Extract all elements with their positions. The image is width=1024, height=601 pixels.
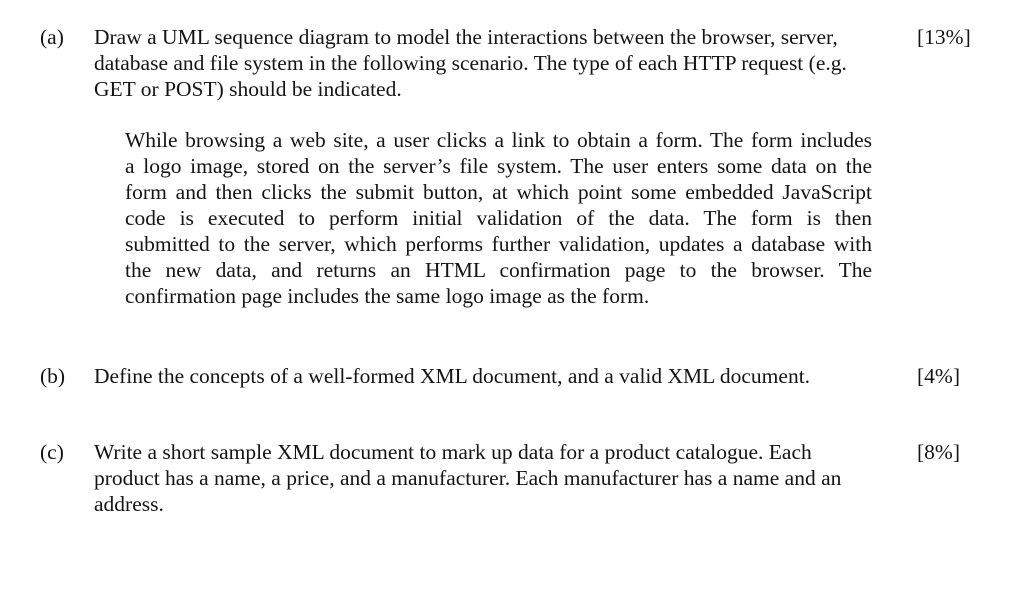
question-a-line-3: GET or POST) should be indicated.	[94, 77, 402, 101]
question-b-marks: [4%]	[917, 364, 960, 388]
question-c-line-3: address.	[94, 492, 164, 516]
scenario-line-1: While browsing a web site, a user clicks a link to obtain a form. The form includes	[125, 128, 872, 152]
question-b-line-1: Define the concepts of a well-formed XML document, and a valid XML document.	[94, 364, 811, 388]
question-c-marks: [8%]	[917, 440, 960, 464]
question-a-marks: [13%]	[917, 25, 971, 49]
scenario-line-3: form and then clicks the submit button, at which point some embedded JavaScript	[125, 180, 872, 204]
question-a-scenario	[125, 127, 872, 309]
scenario-line-7: confirmation page includes the same logo image as the form.	[125, 284, 650, 308]
question-b-text	[94, 363, 894, 389]
scenario-line-4: code is executed to perform initial validation of the data. The form is then	[125, 206, 872, 230]
question-a-line-2: database and file system in the following scenario. The type of each HTTP request (e.g.	[94, 51, 847, 75]
question-a-line-1: Draw a UML sequence diagram to model the interactions between the browser, server,	[94, 25, 838, 49]
scenario-line-2: a logo image, stored on the server’s file system. The user enters some data on the	[125, 154, 872, 178]
question-c-line-2: product has a name, a price, and a manufacturer. Each manufacturer has a name and an	[94, 466, 842, 490]
question-c-line-1: Write a short sample XML document to mark up data for a product catalogue. Each	[94, 440, 812, 464]
question-a-text	[94, 24, 894, 102]
question-c-label: (c)	[40, 440, 64, 464]
scenario-line-5: submitted to the server, which performs further validation, updates a database with	[125, 232, 872, 256]
question-a-label: (a)	[40, 25, 64, 49]
scenario-line-6: the new data, and returns an HTML confirmation page to the browser. The	[125, 258, 872, 282]
question-b-label: (b)	[40, 364, 66, 388]
question-c-text	[94, 439, 894, 517]
